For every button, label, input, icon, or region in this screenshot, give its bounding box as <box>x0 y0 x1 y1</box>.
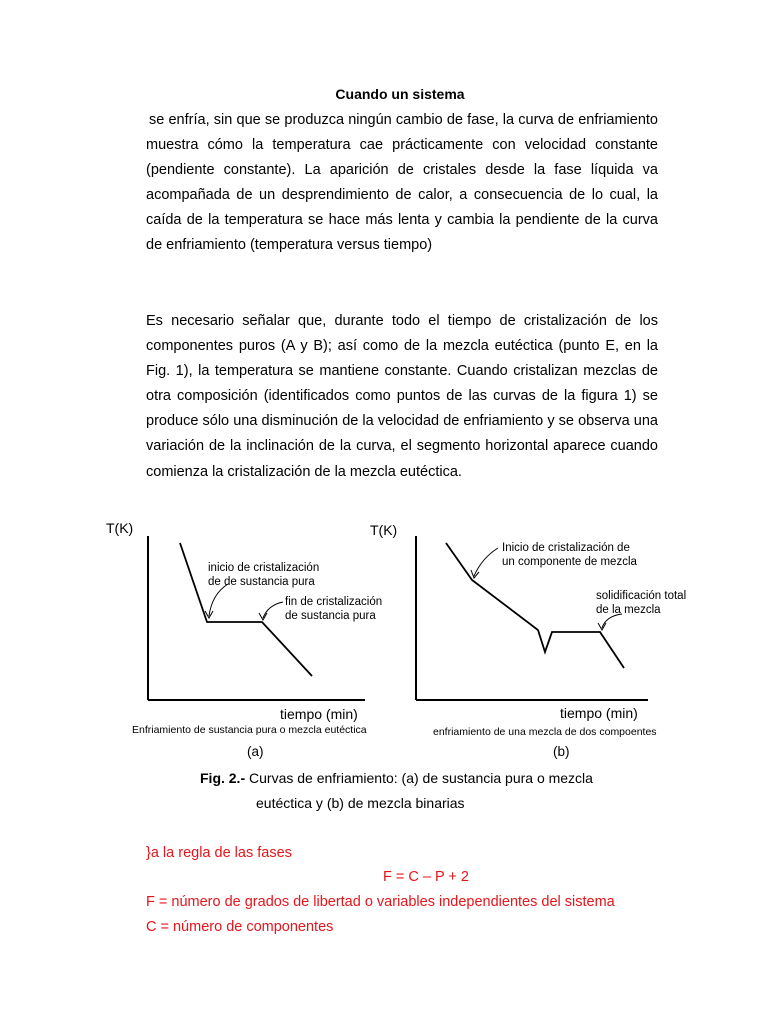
right-x-axis-label: tiempo (min) <box>560 705 638 721</box>
paragraph-cooling-curve: se enfría, sin que se produzca ningún cambio de fase, la curva de enfriamiento muestra cómo la temperatura cae prácticamente con velocidad constante (pendiente constante). La aparición de cristales desde la fase líquida va acompañada de un desprendimiento de calor, a consecuencia de lo cual, la caída de la temperatura se hace más lenta y cambia la pendiente de la curva de enfriamiento (temperatura versus tiempo) <box>146 112 658 254</box>
phase-rule-def-c: C = número de componentes <box>146 919 334 935</box>
figure-caption <box>200 766 660 816</box>
phase-rule-title: }a la regla de las fases <box>146 845 292 861</box>
right-annotation-start-2: un componente de mezcla <box>502 556 637 568</box>
right-y-axis-label: T(K) <box>370 522 398 538</box>
phase-rule-def-f: F = número de grados de libertad o variables independientes del sistema <box>146 894 615 910</box>
figure-cooling-curves <box>100 512 700 772</box>
right-annotation-end-1: solidificación total <box>596 590 687 602</box>
right-annotation-end-2: de la mezcla <box>596 604 661 616</box>
left-subtitle: Enfriamiento de sustancia pura o mezcla eutéctica <box>132 724 367 736</box>
right-arrow-end-head <box>598 623 606 630</box>
left-annotation-end-2: de sustancia pura <box>285 610 376 622</box>
left-y-axis-label: T(K) <box>106 520 134 536</box>
right-arrow-start <box>474 548 498 576</box>
right-subtitle: enfriamiento de una mezcla de dos compoentes <box>433 726 657 738</box>
right-annotation-start-1: Inicio de cristalización de <box>502 542 630 554</box>
right-tag: (b) <box>553 744 570 759</box>
left-annotation-start-1: inicio de cristalización <box>208 562 320 574</box>
paragraph-crystallization: Es necesario señalar que, durante todo el tiempo de cristalización de los componentes puros (A y B); así como de la mezcla eutéctica (punto E, en la Fig. 1), la temperatura se mantiene constante. Cuando cristalizan mezclas de otra composición (identificados como puntos de las curvas de la figura 1) se produce sólo una disminución de la velocidad de enfriamiento y se observa una variación de la inclinación de la curva, el segmento horizontal aparece cuando comienza la cristalización de la mezcla eutéctica. <box>146 313 658 480</box>
left-annotation-start-2: de de sustancia pura <box>208 576 315 588</box>
caption-prefix: Fig. 2.- <box>200 770 246 786</box>
left-x-axis-label: tiempo (min) <box>280 706 358 722</box>
left-tag: (a) <box>247 744 264 759</box>
phase-rule-formula: F = C – P + 2 <box>383 869 469 885</box>
section-heading: Cuando un sistema <box>335 86 465 102</box>
caption-line-1: Curvas de enfriamiento: (a) de sustancia pura o mezcla <box>245 770 593 786</box>
right-arrow-end <box>602 614 622 628</box>
caption-line-2: eutéctica y (b) de mezcla binarias <box>256 795 465 811</box>
left-arrow-end-head <box>259 613 267 620</box>
left-annotation-end-1: fin de cristalización <box>285 596 383 608</box>
left-arrow-start <box>209 584 228 616</box>
